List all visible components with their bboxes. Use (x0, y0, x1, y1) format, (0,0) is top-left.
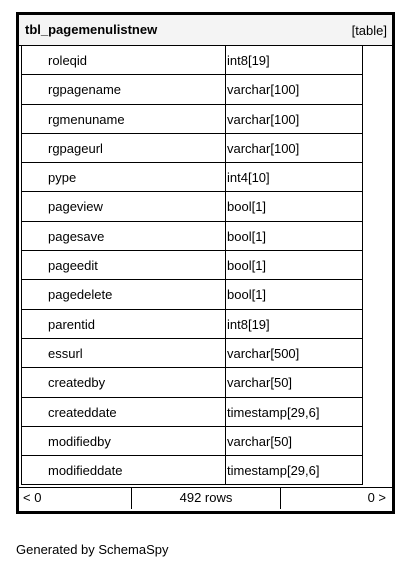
table-header (19, 15, 392, 46)
column-type: varchar[500] (227, 345, 300, 361)
column-type-cell (224, 46, 363, 75)
column-row (19, 398, 392, 427)
column-name: pageedit (48, 258, 98, 274)
column-type-cell (224, 398, 363, 427)
column-name-cell (21, 368, 226, 397)
column-type-cell (224, 456, 363, 485)
column-name-cell (21, 456, 226, 485)
table-footer (19, 487, 392, 509)
column-type-cell (224, 310, 363, 339)
column-row (19, 368, 392, 397)
next-link[interactable] (281, 488, 392, 509)
column-name-cell (21, 427, 226, 456)
column-type-cell (224, 222, 363, 251)
column-type-cell (224, 75, 363, 104)
column-name-cell (21, 251, 226, 280)
table-box (16, 12, 395, 514)
column-row (19, 280, 392, 309)
column-name-cell (21, 222, 226, 251)
column-type: bool[1] (227, 228, 267, 244)
column-name: pageview (48, 199, 103, 215)
column-type: bool[1] (227, 199, 267, 215)
column-row (19, 339, 392, 368)
column-name: pagesave (48, 228, 105, 244)
column-type: bool[1] (227, 287, 267, 303)
column-type-cell (224, 339, 363, 368)
column-name: rgpageurl (48, 140, 103, 156)
column-list (19, 46, 392, 485)
column-row (19, 310, 392, 339)
column-name: modifiedby (48, 433, 111, 449)
column-type-cell (224, 280, 363, 309)
column-name: pype (48, 170, 77, 186)
prev-count[interactable]: < 0 (23, 490, 42, 505)
column-name-cell (21, 280, 226, 309)
column-row (19, 222, 392, 251)
column-name: roleqid (48, 53, 88, 68)
column-type: timestamp[29,6] (227, 404, 320, 420)
column-type: varchar[100] (227, 82, 300, 98)
column-type-cell (224, 192, 363, 221)
column-row (19, 163, 392, 192)
column-type-cell (224, 134, 363, 163)
column-name: modifieddate (48, 463, 123, 479)
column-type: bool[1] (227, 258, 267, 274)
column-type: varchar[50] (227, 375, 293, 391)
column-name-cell (21, 46, 226, 75)
column-row (19, 192, 392, 221)
table-name: tbl_pagemenulistnew (25, 22, 158, 37)
column-name-cell (21, 310, 226, 339)
column-type: int8[19] (227, 53, 270, 68)
table-kind: [table] (351, 23, 387, 38)
column-name-cell (21, 163, 226, 192)
column-name: rgmenuname (48, 111, 125, 127)
column-name-cell (21, 105, 226, 134)
column-row (19, 456, 392, 485)
column-type-cell (224, 105, 363, 134)
column-name: pagedelete (48, 287, 113, 303)
column-name: createddate (48, 404, 117, 420)
next-count[interactable]: 0 > (367, 490, 386, 505)
column-row (19, 134, 392, 163)
column-name-cell (21, 339, 226, 368)
column-row (19, 105, 392, 134)
column-row (19, 75, 392, 104)
column-type-cell (224, 163, 363, 192)
column-type-cell (224, 251, 363, 280)
row-count-cell (132, 488, 281, 509)
column-type: varchar[50] (227, 433, 293, 449)
row-count: 492 rows (179, 490, 233, 505)
column-row (19, 427, 392, 456)
column-name-cell (21, 75, 226, 104)
generated-by-text: Generated by SchemaSpy (16, 542, 169, 557)
prev-link[interactable] (19, 488, 132, 509)
column-name: essurl (48, 345, 83, 361)
column-type-cell (224, 427, 363, 456)
column-name-cell (21, 192, 226, 221)
column-name-cell (21, 134, 226, 163)
column-name: createdby (48, 375, 106, 391)
column-type: int4[10] (227, 170, 270, 186)
column-type: int8[19] (227, 316, 270, 332)
column-row (19, 46, 392, 75)
column-name: rgpagename (48, 82, 121, 98)
column-type: varchar[100] (227, 111, 300, 127)
column-name: parentid (48, 316, 95, 332)
column-type-cell (224, 368, 363, 397)
column-type: timestamp[29,6] (227, 463, 320, 479)
column-row (19, 251, 392, 280)
column-name-cell (21, 398, 226, 427)
column-type: varchar[100] (227, 140, 300, 156)
